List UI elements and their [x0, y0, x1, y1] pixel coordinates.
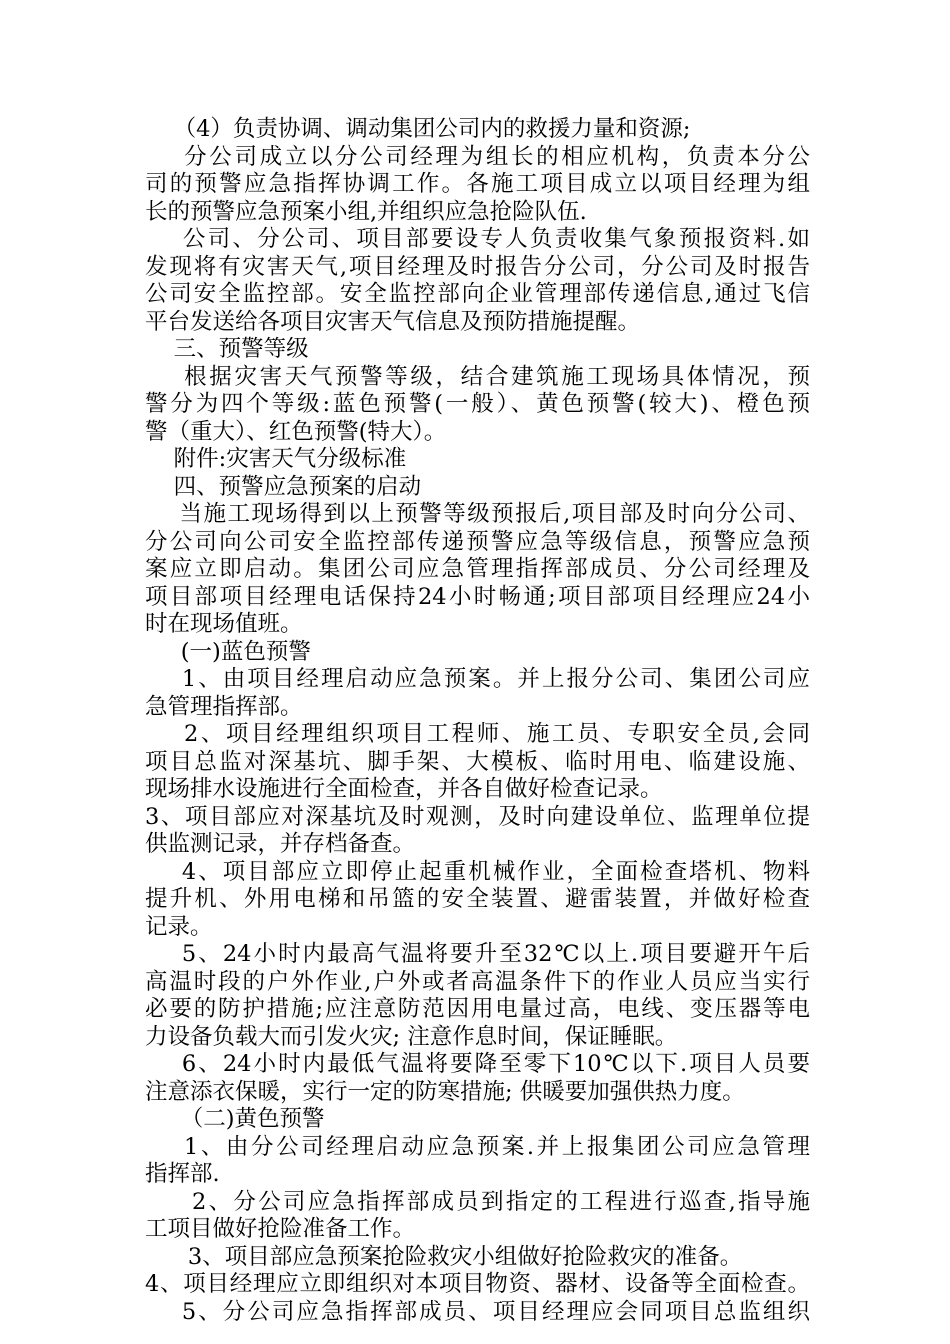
- text-line: 1、由项目经理启动应急预案。并上报分公司、集团公司应: [145, 666, 810, 692]
- text-line: 注意添衣保暖，实行一定的防寒措施; 供暖要加强供热力度。: [145, 1078, 745, 1105]
- text-line: 警（重大）、红色预警(特大）。: [145, 418, 447, 445]
- text-line: 平台发送给各项目灾害天气信息及预防措施提醒。: [145, 308, 641, 335]
- text-line: 发现将有灾害天气,项目经理及时报告分公司，分公司及时报告: [145, 253, 810, 280]
- document-body: [145, 116, 810, 1326]
- text-line: 指挥部.: [145, 1161, 220, 1187]
- text-line: 2、分公司应急指挥部成员到指定的工程进行巡查,指导施: [145, 1188, 810, 1215]
- text-line: 附件:灾害天气分级标准: [145, 446, 407, 472]
- text-line: 当施工现场得到以上预警等级预报后,项目部及时向分公司、: [145, 501, 810, 527]
- text-line: 时在现场值班。: [145, 611, 303, 637]
- text-line: 三、预警等级: [145, 336, 309, 362]
- text-line: 根据灾害天气预警等级，结合建筑施工现场具体情况，预: [145, 363, 810, 390]
- text-line: 司的预警应急指挥协调工作。各施工项目成立以项目经理为组: [145, 171, 810, 197]
- text-line: (一)蓝色预警: [145, 638, 311, 665]
- text-line: 分公司向公司安全监控部传递预警应急等级信息，预警应急预: [145, 528, 810, 555]
- text-line: 5、分公司应急指挥部成员、项目经理应会同项目总监组织: [145, 1298, 810, 1325]
- text-line: 力设备负载大而引发火灾; 注意作息时间，保证睡眠。: [145, 1023, 678, 1050]
- text-line: 公司安全监控部。安全监控部向企业管理部传递信息,通过飞信: [145, 281, 810, 307]
- text-line: 6、24小时内最低气温将要降至零下10℃以下.项目人员要: [145, 1051, 810, 1077]
- text-line: 5、24小时内最高气温将要升至32℃以上.项目要避开午后: [145, 941, 810, 967]
- text-line: （4）负责协调、调动集团公司内的救援力量和资源;: [145, 116, 691, 142]
- text-line: 急管理指挥部。: [145, 693, 303, 720]
- text-line: 公司、分公司、项目部要设专人负责收集气象预报资料.如: [145, 226, 810, 252]
- text-line: 1、由分公司经理启动应急预案.并上报集团公司应急管理: [145, 1133, 810, 1160]
- text-line: 分公司成立以分公司经理为组长的相应机构，负责本分公: [145, 143, 810, 170]
- text-line: 高温时段的户外作业,户外或者高温条件下的作业人员应当实行: [145, 968, 810, 995]
- text-line: 记录。: [145, 913, 213, 940]
- text-line: 工项目做好抢险准备工作。: [145, 1216, 416, 1242]
- text-line: 供监测记录，并存档备查。: [145, 831, 416, 857]
- text-line: 2、项目经理组织项目工程师、施工员、专职安全员,会同: [145, 721, 810, 747]
- text-line: 警分为四个等级:蓝色预警(一般）、黄色预警(较大)、橙色预: [145, 391, 810, 417]
- text-line: （二)黄色预警: [145, 1106, 325, 1132]
- text-line: 4、项目部应立即停止起重机械作业，全面检查塔机、物料: [145, 858, 810, 885]
- text-line: 4、项目经理应立即组织对本项目物资、器材、设备等全面检查。: [145, 1271, 810, 1297]
- text-line: 四、预警应急预案的启动: [145, 473, 422, 500]
- text-line: 案应立即启动。集团公司应急管理指挥部成员、分公司经理及: [145, 556, 810, 582]
- text-line: 提升机、外用电梯和吊篮的安全装置、避雷装置，并做好检查: [145, 886, 810, 912]
- text-line: 现场排水设施进行全面检查，并各自做好检查记录。: [145, 776, 663, 802]
- text-line: 3、项目部应对深基坑及时观测，及时向建设单位、监理单位提: [145, 803, 810, 830]
- text-line: 项目部项目经理电话保持24小时畅通;项目部项目经理应24小: [145, 583, 810, 610]
- text-line: 长的预警应急预案小组,并组织应急抢险队伍.: [145, 198, 587, 225]
- text-line: 必要的防护措施;应注意防范因用电量过高，电线、变压器等电: [145, 996, 810, 1022]
- text-line: 项目总监对深基坑、脚手架、大模板、临时用电、临建设施、: [145, 748, 810, 775]
- text-line: 3、项目部应急预案抢险救灾小组做好抢险救灾的准备。: [145, 1243, 743, 1270]
